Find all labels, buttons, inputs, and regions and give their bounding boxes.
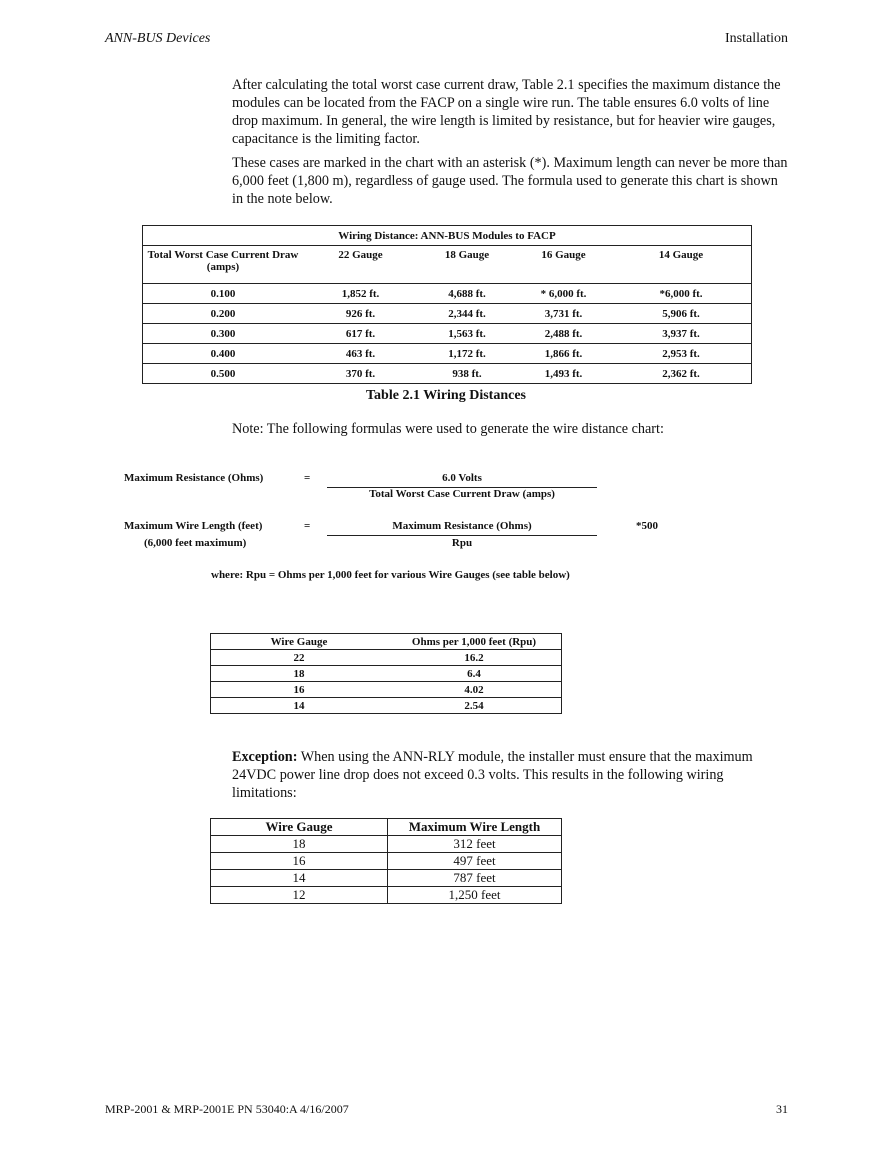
page-number: 31 — [776, 1102, 788, 1116]
formula2-numerator: Maximum Resistance (Ohms) — [392, 520, 532, 532]
table-cell: 617 ft. — [303, 324, 418, 344]
intro-paragraph: After calculating the total worst case current draw, Table 2.1 specifies the maximum distance the modules can be located from the FACP on a single wire run. The table ensures 6.0 volts of line drop maximum. In general, the wire length is limited by resistance, but for heavier wire gauges, capacitance is the limiting factor. — [232, 77, 781, 147]
formula-where-clause: where: Rpu = Ohms per 1,000 feet for various Wire Gauges (see table below) — [211, 569, 570, 581]
table-cell: 1,866 ft. — [516, 344, 611, 364]
exception-paragraph — [232, 748, 788, 802]
table-cell: 14 — [211, 870, 388, 887]
table-cell: 2,953 ft. — [611, 344, 752, 364]
formula2-equals: = — [304, 520, 311, 532]
table-cell: * 6,000 ft. — [516, 284, 611, 304]
table-cell: 0.200 — [143, 304, 304, 324]
formula-note: Note: The following formulas were used to generate the wire distance chart: — [232, 421, 664, 437]
header-cell: 16 Gauge — [516, 246, 611, 284]
table-caption: Table 2.1 Wiring Distances — [366, 388, 526, 403]
asterisk-paragraph: These cases are marked in the chart with an asterisk (*). Maximum length can never be more than 6,000 feet (1,800 m), regardless of gauge used. The formula used to generate this chart is shown in the note below. — [232, 155, 788, 207]
table-cell: 0.300 — [143, 324, 304, 344]
table-cell: 22 — [211, 650, 388, 666]
table-cell: 4,688 ft. — [418, 284, 516, 304]
running-footer-left: MRP-2001 & MRP-2001E PN 53040:A 4/16/2007 — [105, 1102, 349, 1116]
formula2-denominator: Rpu — [451, 537, 473, 549]
header-cell: Maximum Wire Length — [388, 819, 562, 836]
relay-limit-table — [210, 818, 562, 904]
header-cell: 14 Gauge — [611, 246, 752, 284]
table-cell: 5,906 ft. — [611, 304, 752, 324]
exception-text: When using the ANN-RLY module, the installer must ensure that the maximum 24VDC power line drop does not exceed 0.3 volts. This results in the following wiring limitations: — [232, 749, 753, 801]
table-header-row — [211, 634, 562, 650]
table-cell: 370 ft. — [303, 364, 418, 384]
table-row — [143, 344, 752, 364]
table-row — [211, 650, 562, 666]
table-cell: 2,362 ft. — [611, 364, 752, 384]
table-title: Wiring Distance: ANN-BUS Modules to FACP — [143, 226, 752, 246]
formula2-multiplier: *500 — [636, 520, 658, 532]
table-row — [143, 284, 752, 304]
table-cell: 1,493 ft. — [516, 364, 611, 384]
table-cell: 16 — [211, 853, 388, 870]
table-cell: *6,000 ft. — [611, 284, 752, 304]
formula1-equals: = — [304, 472, 311, 484]
formula2-label-sub: (6,000 feet maximum) — [144, 537, 247, 549]
table-cell: 4.02 — [387, 682, 562, 698]
table-cell: 14 — [211, 698, 388, 714]
table-cell: 1,852 ft. — [303, 284, 418, 304]
table-cell: 497 feet — [388, 853, 562, 870]
table-cell: 18 — [211, 666, 388, 682]
table-cell: 2.54 — [387, 698, 562, 714]
table-cell: 463 ft. — [303, 344, 418, 364]
rpu-table — [210, 633, 562, 714]
table-cell: 0.500 — [143, 364, 304, 384]
table-cell: 787 feet — [388, 870, 562, 887]
table-cell: 6.4 — [387, 666, 562, 682]
header-cell: 22 Gauge — [303, 246, 418, 284]
header-cell: Ohms per 1,000 feet (Rpu) — [387, 634, 562, 650]
table-cell: 16.2 — [387, 650, 562, 666]
table-cell: 12 — [211, 887, 388, 904]
table-cell: 1,172 ft. — [418, 344, 516, 364]
table-cell: 0.100 — [143, 284, 304, 304]
table-row — [211, 698, 562, 714]
header-cell: 18 Gauge — [418, 246, 516, 284]
table-cell: 1,250 feet — [388, 887, 562, 904]
table-header-row — [211, 819, 562, 836]
header-cell: Wire Gauge — [211, 634, 388, 650]
table-cell: 18 — [211, 836, 388, 853]
formula1-label: Maximum Resistance (Ohms) — [124, 472, 264, 484]
table-row — [211, 853, 562, 870]
table-row — [211, 682, 562, 698]
table-row — [143, 364, 752, 384]
table-cell: 2,488 ft. — [516, 324, 611, 344]
formula1-denominator: Total Worst Case Current Draw (amps) — [369, 488, 555, 500]
table-row — [211, 887, 562, 904]
table-cell: 2,344 ft. — [418, 304, 516, 324]
table-cell: 0.400 — [143, 344, 304, 364]
table-row — [143, 304, 752, 324]
formula2-fraction-bar — [327, 535, 597, 536]
wiring-distance-table — [142, 225, 752, 384]
table-row — [211, 870, 562, 887]
table-cell: 3,731 ft. — [516, 304, 611, 324]
table-header-row — [143, 246, 752, 284]
table-cell: 938 ft. — [418, 364, 516, 384]
table-cell: 1,563 ft. — [418, 324, 516, 344]
running-header-right: Installation — [725, 31, 788, 46]
formula2-label: Maximum Wire Length (feet) — [124, 520, 263, 532]
exception-label: Exception: — [232, 749, 298, 765]
running-header-left: ANN-BUS Devices — [105, 31, 211, 46]
table-cell: 16 — [211, 682, 388, 698]
table-cell: 3,937 ft. — [611, 324, 752, 344]
table-cell: 926 ft. — [303, 304, 418, 324]
table-row — [211, 666, 562, 682]
formula1-numerator: 6.0 Volts — [442, 472, 482, 484]
table-row — [211, 836, 562, 853]
table-row — [143, 324, 752, 344]
header-cell: Wire Gauge — [211, 819, 388, 836]
table-cell: 312 feet — [388, 836, 562, 853]
header-cell: Total Worst Case Current Draw (amps) — [143, 246, 304, 284]
